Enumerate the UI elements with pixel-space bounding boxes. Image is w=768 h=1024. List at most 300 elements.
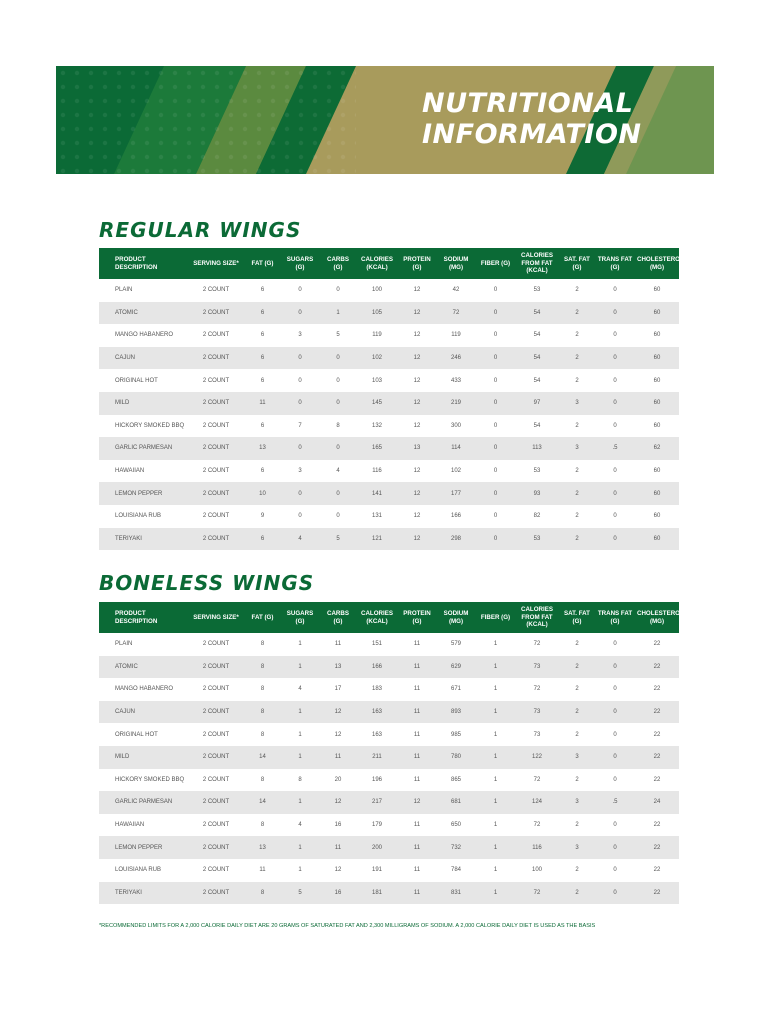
table-cell: 22 bbox=[653, 731, 661, 738]
column-header: SAT. FAT (G) bbox=[559, 602, 595, 633]
table-row bbox=[99, 882, 679, 905]
table-cell: 985 bbox=[450, 731, 461, 738]
table-cell: 2 bbox=[559, 482, 595, 505]
table-cell: 0 bbox=[595, 746, 635, 769]
table-cell: 0 bbox=[595, 528, 635, 551]
column-header: CHOLESTEROL (MG) bbox=[635, 602, 679, 633]
table-cell: 0 bbox=[320, 347, 356, 370]
table-row bbox=[99, 678, 679, 701]
table-cell: 12 bbox=[413, 468, 421, 475]
table-cell: 93 bbox=[515, 482, 559, 505]
table-row bbox=[99, 859, 679, 882]
table-row bbox=[99, 347, 679, 370]
table-cell: 1 bbox=[298, 641, 302, 648]
table-cell: 11 bbox=[398, 836, 436, 859]
product-name-cell: LOUISIANA RUB bbox=[115, 513, 162, 520]
table-cell: 22 bbox=[653, 641, 661, 648]
table-cell: 1 bbox=[493, 776, 498, 783]
column-header: PRODUCT DESCRIPTION bbox=[99, 248, 187, 279]
table-cell: 3 bbox=[559, 437, 595, 460]
table-row bbox=[99, 415, 679, 438]
table-cell: 119 bbox=[451, 332, 461, 339]
table-cell: 0 bbox=[613, 822, 617, 829]
table-cell: 11 bbox=[245, 392, 280, 415]
table-cell: 181 bbox=[356, 882, 398, 905]
table-cell: 0 bbox=[476, 347, 515, 370]
table-cell: 13 bbox=[245, 437, 280, 460]
table-cell: 60 bbox=[653, 422, 661, 429]
table-cell: 2 COUNT bbox=[202, 468, 230, 475]
table-cell: 3 bbox=[559, 392, 595, 415]
table-cell: 3 bbox=[298, 332, 302, 339]
product-name-cell: HAWAIIAN bbox=[115, 822, 145, 829]
product-name-cell: LEMON PEPPER bbox=[99, 836, 187, 859]
table-row bbox=[99, 392, 679, 415]
table-cell: 124 bbox=[515, 791, 559, 814]
table-cell: 0 bbox=[595, 482, 635, 505]
table-cell: 8 bbox=[260, 731, 265, 738]
table-cell: 865 bbox=[450, 776, 461, 783]
table-cell: 2 bbox=[575, 377, 579, 384]
column-header: SUGARS (G) bbox=[280, 248, 320, 279]
table-cell: 6 bbox=[260, 468, 265, 475]
product-name-cell: LOUISIANA RUB bbox=[115, 867, 162, 874]
table-cell: 2 COUNT bbox=[202, 377, 230, 384]
regular-wings-table bbox=[99, 248, 684, 550]
table-cell: 6 bbox=[245, 528, 280, 551]
table-cell: .5 bbox=[595, 791, 635, 814]
table-cell: 12 bbox=[334, 731, 342, 738]
table-cell: 0 bbox=[613, 287, 617, 294]
table-cell: 8 bbox=[245, 882, 280, 905]
product-name-cell: MANGO HABANERO bbox=[115, 686, 174, 693]
table-cell: 0 bbox=[493, 287, 498, 294]
table-cell: 2 COUNT bbox=[202, 776, 230, 783]
table-cell: 12 bbox=[413, 377, 421, 384]
table-cell: 0 bbox=[613, 377, 617, 384]
table-cell: 2 bbox=[559, 347, 595, 370]
table-cell: 12 bbox=[320, 701, 356, 724]
table-cell: 166 bbox=[356, 656, 398, 679]
product-name-cell: HICKORY SMOKED BBQ bbox=[115, 422, 185, 429]
table-cell: 0 bbox=[320, 392, 356, 415]
product-name-cell: GARLIC PARMESAN bbox=[99, 437, 187, 460]
table-cell: 60 bbox=[635, 347, 679, 370]
table-cell: 16 bbox=[320, 882, 356, 905]
table-cell: 1 bbox=[493, 731, 498, 738]
table-cell: 2 COUNT bbox=[187, 701, 245, 724]
table-cell: 1 bbox=[298, 731, 302, 738]
table-cell: 13 bbox=[320, 656, 356, 679]
column-header: TRANS FAT (G) bbox=[595, 248, 635, 279]
table-cell: 2 COUNT bbox=[202, 641, 230, 648]
table-cell: 24 bbox=[635, 791, 679, 814]
table-cell: 1 bbox=[493, 867, 498, 874]
table-cell: 0 bbox=[595, 836, 635, 859]
table-cell: 6 bbox=[245, 302, 280, 325]
table-header-row bbox=[99, 602, 679, 633]
table-cell: 0 bbox=[595, 701, 635, 724]
table-cell: 8 bbox=[245, 701, 280, 724]
table-row bbox=[99, 324, 679, 347]
table-cell: 2 bbox=[575, 332, 579, 339]
table-cell: 2 COUNT bbox=[202, 287, 230, 294]
table-cell: 13 bbox=[398, 437, 436, 460]
table-cell: 11 bbox=[398, 656, 436, 679]
table-cell: 0 bbox=[476, 437, 515, 460]
table-cell: 1 bbox=[493, 686, 498, 693]
table-cell: 0 bbox=[476, 528, 515, 551]
table-cell: 2 COUNT bbox=[187, 347, 245, 370]
table-row bbox=[99, 633, 679, 656]
table-cell: 7 bbox=[298, 422, 302, 429]
table-cell: 0 bbox=[298, 377, 302, 384]
table-cell: 2 COUNT bbox=[202, 422, 230, 429]
table-cell: 6 bbox=[260, 287, 265, 294]
column-header: CARBS (G) bbox=[320, 248, 356, 279]
table-cell: 2 COUNT bbox=[202, 686, 230, 693]
table-cell: 893 bbox=[436, 701, 476, 724]
table-cell: 132 bbox=[371, 422, 382, 429]
column-header: CALORIES (KCAL) bbox=[356, 248, 398, 279]
table-cell: 100 bbox=[371, 287, 382, 294]
table-cell: 1 bbox=[280, 656, 320, 679]
table-cell: 72 bbox=[533, 686, 541, 693]
table-cell: 0 bbox=[280, 392, 320, 415]
column-header: FAT (G) bbox=[245, 248, 280, 279]
column-header: CALORIES FROM FAT (KCAL) bbox=[515, 248, 559, 279]
product-name-cell: ORIGINAL HOT bbox=[115, 731, 158, 738]
table-cell: 2 bbox=[575, 867, 579, 874]
table-cell: 2 COUNT bbox=[187, 836, 245, 859]
table-cell: 73 bbox=[533, 731, 541, 738]
column-header: FIBER (G) bbox=[476, 248, 515, 279]
table-cell: 0 bbox=[280, 347, 320, 370]
table-cell: 54 bbox=[515, 302, 559, 325]
table-cell: 102 bbox=[450, 468, 461, 475]
table-cell: 53 bbox=[515, 528, 559, 551]
table-cell: 2 bbox=[575, 513, 579, 520]
table-cell: 72 bbox=[436, 302, 476, 325]
table-row bbox=[99, 836, 679, 859]
table-cell: 22 bbox=[653, 686, 661, 693]
table-cell: 2 COUNT bbox=[187, 746, 245, 769]
table-cell: 2 COUNT bbox=[187, 528, 245, 551]
table-cell: 22 bbox=[653, 822, 661, 829]
column-header: SODIUM (MG) bbox=[436, 248, 476, 279]
column-header: CALORIES FROM FAT (KCAL) bbox=[515, 602, 559, 633]
table-cell: 191 bbox=[371, 867, 382, 874]
table-cell: 300 bbox=[450, 422, 461, 429]
table-cell: 0 bbox=[595, 347, 635, 370]
table-cell: 5 bbox=[336, 332, 340, 339]
table-cell: 16 bbox=[334, 822, 342, 829]
table-cell: 6 bbox=[260, 377, 265, 384]
banner-title bbox=[422, 88, 642, 150]
table-cell: 11 bbox=[320, 746, 356, 769]
table-cell: 1 bbox=[320, 302, 356, 325]
table-cell: 579 bbox=[450, 641, 461, 648]
table-cell: 9 bbox=[260, 513, 265, 520]
table-cell: 54 bbox=[515, 347, 559, 370]
table-cell: 11 bbox=[398, 882, 436, 905]
table-row bbox=[99, 505, 679, 528]
table-cell: 12 bbox=[320, 791, 356, 814]
table-cell: 6 bbox=[245, 347, 280, 370]
table-cell: 0 bbox=[595, 392, 635, 415]
table-cell: 11 bbox=[259, 867, 266, 874]
table-cell: 183 bbox=[371, 686, 382, 693]
table-cell: 0 bbox=[280, 482, 320, 505]
table-cell: 6 bbox=[260, 332, 265, 339]
table-cell: 2 COUNT bbox=[202, 332, 230, 339]
header-banner bbox=[56, 66, 714, 174]
table-cell: 11 bbox=[398, 746, 436, 769]
table-cell: 8 bbox=[298, 776, 302, 783]
footnote: *RECOMMENDED LIMITS FOR A 2,000 CALORIE DAILY DIET ARE 20 GRAMS OF SATURATED FAT AND 2,300 MILLIGRAMS OF SODIUM. A 2,000 CALORIE DAILY DIET IS USED AS THE BASIS bbox=[99, 923, 596, 929]
table-cell: 784 bbox=[450, 867, 461, 874]
table-cell: 433 bbox=[450, 377, 461, 384]
table-cell: 122 bbox=[515, 746, 559, 769]
table-cell: 60 bbox=[653, 468, 661, 475]
table-row bbox=[99, 460, 679, 483]
product-name-cell: MILD bbox=[99, 392, 187, 415]
table-cell: 72 bbox=[515, 882, 559, 905]
table-cell: 163 bbox=[356, 701, 398, 724]
table-cell: 2 bbox=[575, 641, 579, 648]
table-cell: 681 bbox=[436, 791, 476, 814]
table-cell: 11 bbox=[413, 822, 421, 829]
table-cell: 0 bbox=[476, 482, 515, 505]
table-cell: 1 bbox=[280, 701, 320, 724]
table-cell: 12 bbox=[398, 528, 436, 551]
table-cell: 2 COUNT bbox=[187, 482, 245, 505]
table-cell: 11 bbox=[413, 731, 421, 738]
table-cell: 53 bbox=[533, 287, 541, 294]
column-header: SERVING SIZE* bbox=[187, 602, 245, 633]
table-cell: 196 bbox=[371, 776, 382, 783]
table-row bbox=[99, 723, 679, 746]
table-cell: 211 bbox=[356, 746, 398, 769]
table-cell: 12 bbox=[398, 791, 436, 814]
column-header: FAT (G) bbox=[245, 602, 280, 633]
table-cell: 732 bbox=[436, 836, 476, 859]
table-cell: 0 bbox=[595, 882, 635, 905]
table-row bbox=[99, 656, 679, 679]
table-cell: 0 bbox=[613, 422, 617, 429]
table-cell: 2 bbox=[575, 822, 579, 829]
table-cell: 17 bbox=[334, 686, 342, 693]
table-row bbox=[99, 701, 679, 724]
table-cell: 72 bbox=[533, 776, 541, 783]
table-cell: 0 bbox=[493, 332, 498, 339]
product-name-cell: LEMON PEPPER bbox=[99, 482, 187, 505]
product-name-cell: ORIGINAL HOT bbox=[115, 377, 158, 384]
table-cell: 671 bbox=[450, 686, 461, 693]
table-cell: 2 bbox=[559, 882, 595, 905]
product-name-cell: PLAIN bbox=[115, 287, 133, 294]
table-cell: 3 bbox=[559, 836, 595, 859]
product-name-cell: GARLIC PARMESAN bbox=[99, 791, 187, 814]
table-cell: 12 bbox=[413, 332, 421, 339]
table-cell: 165 bbox=[356, 437, 398, 460]
table-cell: 60 bbox=[653, 332, 661, 339]
table-cell: 116 bbox=[515, 836, 559, 859]
table-cell: 3 bbox=[298, 468, 302, 475]
product-name-cell: CAJUN bbox=[99, 701, 187, 724]
table-cell: 131 bbox=[371, 513, 382, 520]
table-cell: 4 bbox=[336, 468, 340, 475]
column-header: SAT. FAT (G) bbox=[559, 248, 595, 279]
table-cell: 650 bbox=[450, 822, 461, 829]
table-cell: 1 bbox=[280, 836, 320, 859]
table-cell: 114 bbox=[436, 437, 476, 460]
table-cell: 1 bbox=[493, 822, 498, 829]
table-cell: 0 bbox=[493, 422, 498, 429]
column-header: CARBS (G) bbox=[320, 602, 356, 633]
table-cell: 53 bbox=[533, 468, 541, 475]
table-cell: 0 bbox=[613, 867, 617, 874]
table-cell: 0 bbox=[613, 513, 617, 520]
table-cell: 780 bbox=[436, 746, 476, 769]
table-cell: 629 bbox=[436, 656, 476, 679]
table-cell: 2 bbox=[559, 528, 595, 551]
table-cell: 1 bbox=[476, 746, 515, 769]
table-cell: 0 bbox=[613, 686, 617, 693]
table-cell: 12 bbox=[413, 513, 421, 520]
table-cell: 12 bbox=[398, 347, 436, 370]
table-cell: 1 bbox=[476, 791, 515, 814]
table-cell: 0 bbox=[320, 437, 356, 460]
table-cell: 8 bbox=[260, 641, 265, 648]
table-cell: 60 bbox=[653, 287, 661, 294]
table-cell: 2 bbox=[575, 776, 579, 783]
table-cell: 2 bbox=[575, 731, 579, 738]
table-cell: 22 bbox=[635, 656, 679, 679]
table-cell: 2 COUNT bbox=[187, 437, 245, 460]
table-row bbox=[99, 769, 679, 792]
column-header: CHOLESTEROL (MG) bbox=[635, 248, 679, 279]
boneless-wings-table bbox=[99, 602, 684, 904]
table-cell: 4 bbox=[280, 528, 320, 551]
product-name-cell: ATOMIC bbox=[99, 302, 187, 325]
table-row bbox=[99, 437, 679, 460]
table-cell: 219 bbox=[436, 392, 476, 415]
table-cell: 0 bbox=[613, 332, 617, 339]
table-cell: 151 bbox=[371, 641, 382, 648]
table-cell: 2 COUNT bbox=[202, 822, 230, 829]
table-cell: 14 bbox=[245, 746, 280, 769]
table-cell: 163 bbox=[371, 731, 382, 738]
table-cell: 0 bbox=[320, 482, 356, 505]
product-name-cell: PLAIN bbox=[115, 641, 133, 648]
table-cell: 11 bbox=[413, 641, 421, 648]
table-cell: 2 bbox=[559, 656, 595, 679]
table-cell: 73 bbox=[515, 701, 559, 724]
table-cell: 82 bbox=[533, 513, 541, 520]
column-header: SUGARS (G) bbox=[280, 602, 320, 633]
column-header: PROTEIN (G) bbox=[398, 602, 436, 633]
table-cell: 20 bbox=[334, 776, 342, 783]
table-cell: 42 bbox=[452, 287, 460, 294]
banner-title-line2: INFORMATION bbox=[422, 119, 642, 150]
table-header-row bbox=[99, 248, 679, 279]
table-cell: 141 bbox=[356, 482, 398, 505]
table-cell: 246 bbox=[436, 347, 476, 370]
table-cell: 6 bbox=[260, 422, 265, 429]
table-cell: 0 bbox=[280, 302, 320, 325]
table-cell: 11 bbox=[334, 641, 342, 648]
table-cell: 177 bbox=[436, 482, 476, 505]
table-cell: 8 bbox=[336, 422, 340, 429]
table-cell: 1 bbox=[280, 746, 320, 769]
table-cell: 62 bbox=[635, 437, 679, 460]
table-cell: 121 bbox=[356, 528, 398, 551]
table-cell: 0 bbox=[476, 392, 515, 415]
table-cell: 4 bbox=[298, 822, 302, 829]
table-row bbox=[99, 369, 679, 392]
table-cell: 2 COUNT bbox=[187, 791, 245, 814]
table-cell: 1 bbox=[476, 656, 515, 679]
table-cell: 10 bbox=[245, 482, 280, 505]
table-cell: 22 bbox=[653, 867, 661, 874]
table-row bbox=[99, 814, 679, 837]
table-cell: 22 bbox=[635, 701, 679, 724]
table-cell: 1 bbox=[298, 867, 302, 874]
product-name-cell: CAJUN bbox=[99, 347, 187, 370]
table-cell: 22 bbox=[635, 836, 679, 859]
product-name-cell: HAWAIIAN bbox=[115, 468, 145, 475]
table-cell: 2 bbox=[575, 468, 579, 475]
table-cell: 119 bbox=[372, 332, 382, 339]
table-cell: 0 bbox=[336, 513, 340, 520]
table-row bbox=[99, 302, 679, 325]
table-cell: 0 bbox=[298, 287, 302, 294]
table-cell: 831 bbox=[436, 882, 476, 905]
table-cell: 2 COUNT bbox=[187, 882, 245, 905]
table-cell: 60 bbox=[635, 392, 679, 415]
table-cell: 12 bbox=[334, 867, 342, 874]
product-name-cell: HICKORY SMOKED BBQ bbox=[115, 776, 185, 783]
table-cell: 5 bbox=[280, 882, 320, 905]
column-header: SERVING SIZE* bbox=[187, 248, 245, 279]
table-cell: 2 bbox=[559, 701, 595, 724]
table-cell: 2 bbox=[575, 287, 579, 294]
table-cell: 1 bbox=[493, 641, 498, 648]
table-cell: 200 bbox=[356, 836, 398, 859]
table-row bbox=[99, 746, 679, 769]
table-cell: 1 bbox=[476, 836, 515, 859]
table-cell: 0 bbox=[493, 468, 498, 475]
table-row bbox=[99, 528, 679, 551]
table-cell: 217 bbox=[356, 791, 398, 814]
table-cell: 102 bbox=[356, 347, 398, 370]
table-cell: 3 bbox=[559, 791, 595, 814]
table-cell: 73 bbox=[515, 656, 559, 679]
column-header: PRODUCT DESCRIPTION bbox=[99, 602, 187, 633]
table-cell: 0 bbox=[298, 513, 302, 520]
table-cell: 12 bbox=[398, 482, 436, 505]
table-cell: 2 COUNT bbox=[187, 656, 245, 679]
table-cell: 2 COUNT bbox=[187, 302, 245, 325]
table-cell: 0 bbox=[280, 437, 320, 460]
table-cell: 2 bbox=[559, 302, 595, 325]
column-header: FIBER (G) bbox=[476, 602, 515, 633]
table-cell: 2 COUNT bbox=[187, 392, 245, 415]
column-header: SODIUM (MG) bbox=[436, 602, 476, 633]
table-cell: 54 bbox=[533, 377, 541, 384]
table-cell: 60 bbox=[653, 377, 661, 384]
